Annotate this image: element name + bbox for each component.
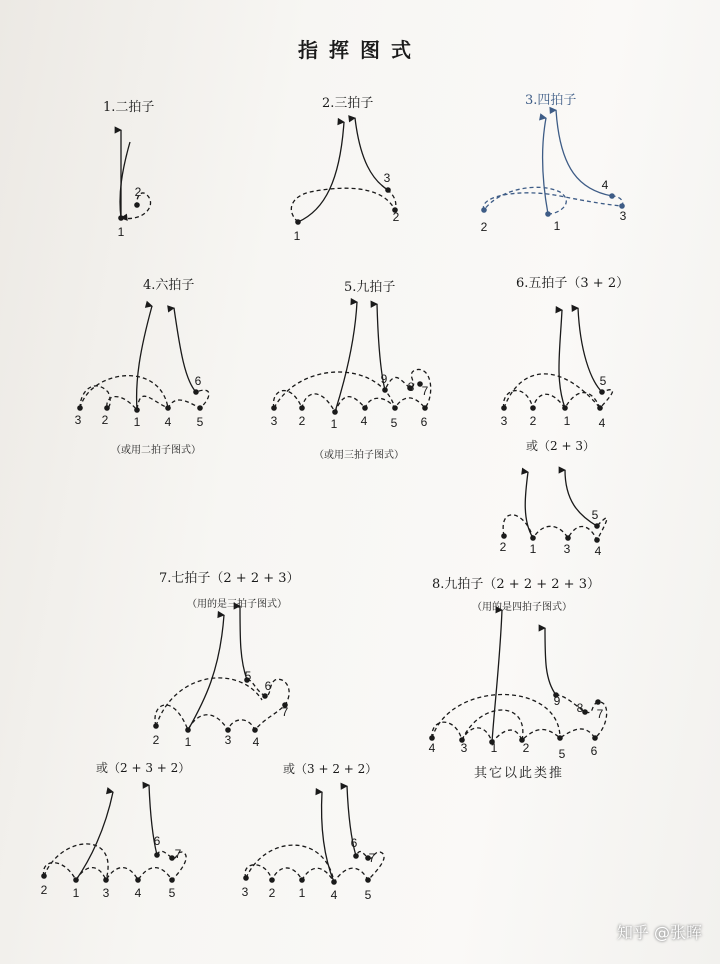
beat-dot-p7-6 xyxy=(262,693,268,699)
beat-path-dashed-p5-3 xyxy=(274,372,395,408)
beat-dot-p3-3 xyxy=(619,203,625,209)
beat-dot-p7b-6 xyxy=(154,852,160,858)
beat-number-p7b-3: 3 xyxy=(102,886,110,900)
label-seven-beat-alt-1: 或（2 + 3 + 2） xyxy=(96,761,191,775)
baton-stroke-p2-0 xyxy=(298,122,344,222)
beat-dot-p4-1 xyxy=(134,407,140,413)
baton-stroke-p6-0 xyxy=(559,310,565,408)
beat-number-p6b-1: 1 xyxy=(529,542,537,556)
beat-dot-p7-4 xyxy=(252,727,258,733)
label-two-beat: 1.二拍子 xyxy=(103,100,155,115)
beat-path-dashed-p6-3 xyxy=(504,374,600,408)
pattern-figure-p7c xyxy=(245,786,384,882)
baton-stroke-p3-0 xyxy=(543,118,549,214)
beat-number-p7c-2: 2 xyxy=(268,886,276,900)
beat-dot-p5-3 xyxy=(271,405,277,411)
beat-number-p8-4: 4 xyxy=(428,741,436,755)
beat-dot-p7c-2 xyxy=(269,877,275,883)
beat-number-p8-2: 2 xyxy=(522,741,530,755)
beat-dot-p5-1 xyxy=(332,409,338,415)
beat-number-p6-5: 5 xyxy=(599,374,607,388)
label-five-beat: 6.五拍子（3 + 2） xyxy=(516,276,630,291)
beat-dot-p5-6 xyxy=(422,405,428,411)
beat-number-p8-3: 3 xyxy=(460,741,468,755)
beat-dot-p1-2 xyxy=(134,202,140,208)
beat-number-p4-2: 2 xyxy=(101,413,109,427)
pattern-figure-p4 xyxy=(80,306,209,410)
beat-path-dashed-p4-2 xyxy=(80,386,209,410)
beat-number-p5-8: 8 xyxy=(407,380,415,394)
beat-dot-p6-2 xyxy=(530,405,536,411)
footer-note: 其它以此类推 xyxy=(474,766,565,781)
beat-path-dashed-p7c-2 xyxy=(245,852,384,882)
beat-path-dashed-p4-3 xyxy=(80,376,168,408)
beat-dot-p7c-5 xyxy=(365,877,371,883)
beat-dot-p4-3 xyxy=(77,405,83,411)
beat-number-p1-2: 2 xyxy=(134,185,142,199)
beat-number-p7-7: 7 xyxy=(281,705,289,719)
beat-dot-p7c-1 xyxy=(299,877,305,883)
beat-number-p7b-2: 2 xyxy=(40,883,48,897)
beat-number-p7b-5: 5 xyxy=(168,886,176,900)
beat-number-p6-2: 2 xyxy=(529,414,537,428)
beat-dot-p7b-3 xyxy=(103,877,109,883)
baton-stroke-p4-1 xyxy=(174,308,196,392)
beat-number-p7b-4: 4 xyxy=(134,886,142,900)
beat-dot-p6b-3 xyxy=(565,535,571,541)
beat-number-p3-4: 4 xyxy=(601,178,609,192)
beat-path-dashed-p7b-3 xyxy=(44,844,108,880)
beat-number-p7b-7: 7 xyxy=(174,847,182,861)
beat-number-p5-2: 2 xyxy=(298,414,306,428)
beat-number-p6-3: 3 xyxy=(500,414,508,428)
label-seven-beat: 7.七拍子（2 + 2 + 3） xyxy=(159,571,300,586)
pattern-figure-p2 xyxy=(291,118,395,222)
pattern-figure-p3 xyxy=(483,110,622,214)
beat-number-p8-6: 6 xyxy=(590,744,598,758)
label-three-beat: 2.三拍子 xyxy=(322,96,374,111)
beat-number-p4-5: 5 xyxy=(196,415,204,429)
beat-number-p8-7: 7 xyxy=(596,707,604,721)
beat-dot-p7-2 xyxy=(153,723,159,729)
beat-number-p1-1: 1 xyxy=(117,225,125,239)
beat-number-p6-4: 4 xyxy=(598,416,606,430)
beat-number-p5-3: 3 xyxy=(270,414,278,428)
baton-stroke-p7c-0 xyxy=(322,792,334,882)
beat-number-p2-2: 2 xyxy=(392,210,400,224)
pattern-figure-p7b xyxy=(44,785,187,880)
beat-number-p5-6: 6 xyxy=(420,415,428,429)
beat-number-p4-3: 3 xyxy=(74,413,82,427)
beat-dot-p8-5 xyxy=(557,735,563,741)
beat-dot-p5-2 xyxy=(299,405,305,411)
beat-number-p6b-5: 5 xyxy=(591,508,599,522)
beat-dot-p7-1 xyxy=(185,727,191,733)
label-six-beat: 4.六拍子 xyxy=(143,278,195,293)
beat-dot-p7b-2 xyxy=(41,873,47,879)
beat-dot-p7-3 xyxy=(225,727,231,733)
beat-number-p4-4: 4 xyxy=(164,415,172,429)
baton-stroke-p8-0 xyxy=(492,610,502,742)
beat-number-p7c-1: 1 xyxy=(298,886,306,900)
note-nine-beat-compound: （用的是四拍子图式） xyxy=(472,602,572,613)
beat-number-p7-2: 2 xyxy=(152,733,160,747)
beat-number-p7b-6: 6 xyxy=(153,834,161,848)
beat-number-p5-5: 5 xyxy=(390,416,398,430)
page-title: 指挥图式 xyxy=(298,38,422,62)
beat-path-dashed-p6-2 xyxy=(504,390,613,408)
beat-dot-p4-4 xyxy=(165,405,171,411)
beat-dot-p5-4 xyxy=(362,405,368,411)
beat-number-p7-1: 1 xyxy=(184,735,192,749)
label-nine-beat: 5.九拍子 xyxy=(344,280,396,295)
baton-stroke-p7-0 xyxy=(188,615,224,730)
beat-dot-p8-7 xyxy=(595,699,601,705)
beat-dot-p4-2 xyxy=(104,405,110,411)
beat-number-p6b-3: 3 xyxy=(563,542,571,556)
beat-number-p5-1: 1 xyxy=(330,417,338,431)
beat-number-p4-6: 6 xyxy=(194,374,202,388)
beat-dot-p5-9 xyxy=(382,387,388,393)
beat-dot-p2-1 xyxy=(295,219,301,225)
beat-number-p3-2: 2 xyxy=(480,220,488,234)
beat-dot-p7c-3 xyxy=(243,875,249,881)
beat-number-p4-1: 1 xyxy=(133,415,141,429)
label-seven-beat-alt-2: 或（3 + 2 + 2） xyxy=(283,762,378,776)
beat-number-p7-5: 5 xyxy=(244,669,252,683)
beat-number-p6b-2: 2 xyxy=(499,540,507,554)
baton-stroke-p8-1 xyxy=(545,628,556,695)
pattern-figure-p7 xyxy=(155,606,289,730)
beat-dot-p6-3 xyxy=(501,405,507,411)
beat-number-p7c-3: 3 xyxy=(241,885,249,899)
beat-number-p7c-6: 6 xyxy=(350,836,358,850)
beat-number-p6-1: 1 xyxy=(563,414,571,428)
pattern-figure-p6b xyxy=(503,470,607,540)
beat-dot-p7b-4 xyxy=(135,877,141,883)
beat-number-p7b-1: 1 xyxy=(72,886,80,900)
beat-dot-p3-2 xyxy=(481,207,487,213)
label-nine-beat-compound: 8.九拍子（2 + 2 + 2 + 3） xyxy=(432,577,600,592)
beat-dot-p7c-4 xyxy=(331,879,337,885)
beat-number-p7-4: 4 xyxy=(252,735,260,749)
beat-dot-p6b-2 xyxy=(501,533,507,539)
baton-stroke-p6-1 xyxy=(578,308,602,392)
beat-dot-p3-4 xyxy=(609,193,615,199)
beat-number-p8-8: 8 xyxy=(576,701,584,715)
beat-number-p8-5: 5 xyxy=(558,747,566,761)
beat-dot-p6-1 xyxy=(562,405,568,411)
note-seven-beat: （用的是三拍子图式） xyxy=(187,599,287,610)
beat-path-dashed-p7b-2 xyxy=(44,851,187,880)
beat-number-p5-7: 7 xyxy=(421,384,429,398)
beat-dot-p6b-1 xyxy=(530,535,536,541)
beat-number-p2-1: 1 xyxy=(293,229,301,243)
beat-number-p5-4: 4 xyxy=(360,414,368,428)
note-nine-beat: （或用三拍子图式） xyxy=(314,450,404,461)
beat-number-p3-1: 1 xyxy=(553,219,561,233)
beat-dot-p3-1 xyxy=(545,211,551,217)
pattern-figure-p5 xyxy=(273,302,430,412)
beat-dot-p6b-5 xyxy=(594,523,600,529)
beat-dot-p6-5 xyxy=(599,389,605,395)
beat-dot-p2-3 xyxy=(385,187,391,193)
beat-number-p3-3: 3 xyxy=(619,209,627,223)
beat-number-p7-3: 3 xyxy=(224,733,232,747)
beat-number-p7c-5: 5 xyxy=(364,888,372,902)
beat-number-p7c-4: 4 xyxy=(330,888,338,902)
label-five-beat-alt: 或（2 + 3） xyxy=(526,439,595,453)
pattern-figure-p6 xyxy=(504,308,613,408)
label-four-beat: 3.四拍子 xyxy=(525,93,577,108)
baton-stroke-p4-0 xyxy=(137,306,152,410)
beat-dot-p6b-4 xyxy=(594,537,600,543)
beat-dot-p7b-1 xyxy=(73,877,79,883)
beat-dot-p1-1 xyxy=(118,215,124,221)
beat-dot-p7b-5 xyxy=(169,877,175,883)
beat-dot-p8-4 xyxy=(429,735,435,741)
baton-stroke-p5-0 xyxy=(335,302,357,412)
pattern-figure-p8 xyxy=(432,610,607,742)
beat-path-dashed-p7-3 xyxy=(156,678,262,726)
beat-number-p2-3: 3 xyxy=(383,171,391,185)
beat-dot-p4-6 xyxy=(193,389,199,395)
beat-number-p7-6: 6 xyxy=(264,679,272,693)
beat-dot-p7c-6 xyxy=(353,853,359,859)
beat-path-dashed-p7c-3 xyxy=(246,845,334,882)
beat-number-p8-1: 1 xyxy=(490,741,498,755)
beat-dot-p5-5 xyxy=(392,405,398,411)
watermark: 知乎 @张晖 xyxy=(616,923,702,942)
beat-number-p5-9: 9 xyxy=(380,372,388,386)
beat-dot-p6-4 xyxy=(597,405,603,411)
beat-number-p6b-4: 4 xyxy=(594,544,602,558)
beat-number-p8-9: 9 xyxy=(553,694,561,708)
beat-dot-p8-6 xyxy=(592,735,598,741)
note-six-beat: （或用二拍子图式） xyxy=(111,445,201,456)
baton-stroke-p6b-0 xyxy=(525,472,533,538)
beat-dot-p4-5 xyxy=(197,405,203,411)
beat-number-p7c-7: 7 xyxy=(368,851,376,865)
